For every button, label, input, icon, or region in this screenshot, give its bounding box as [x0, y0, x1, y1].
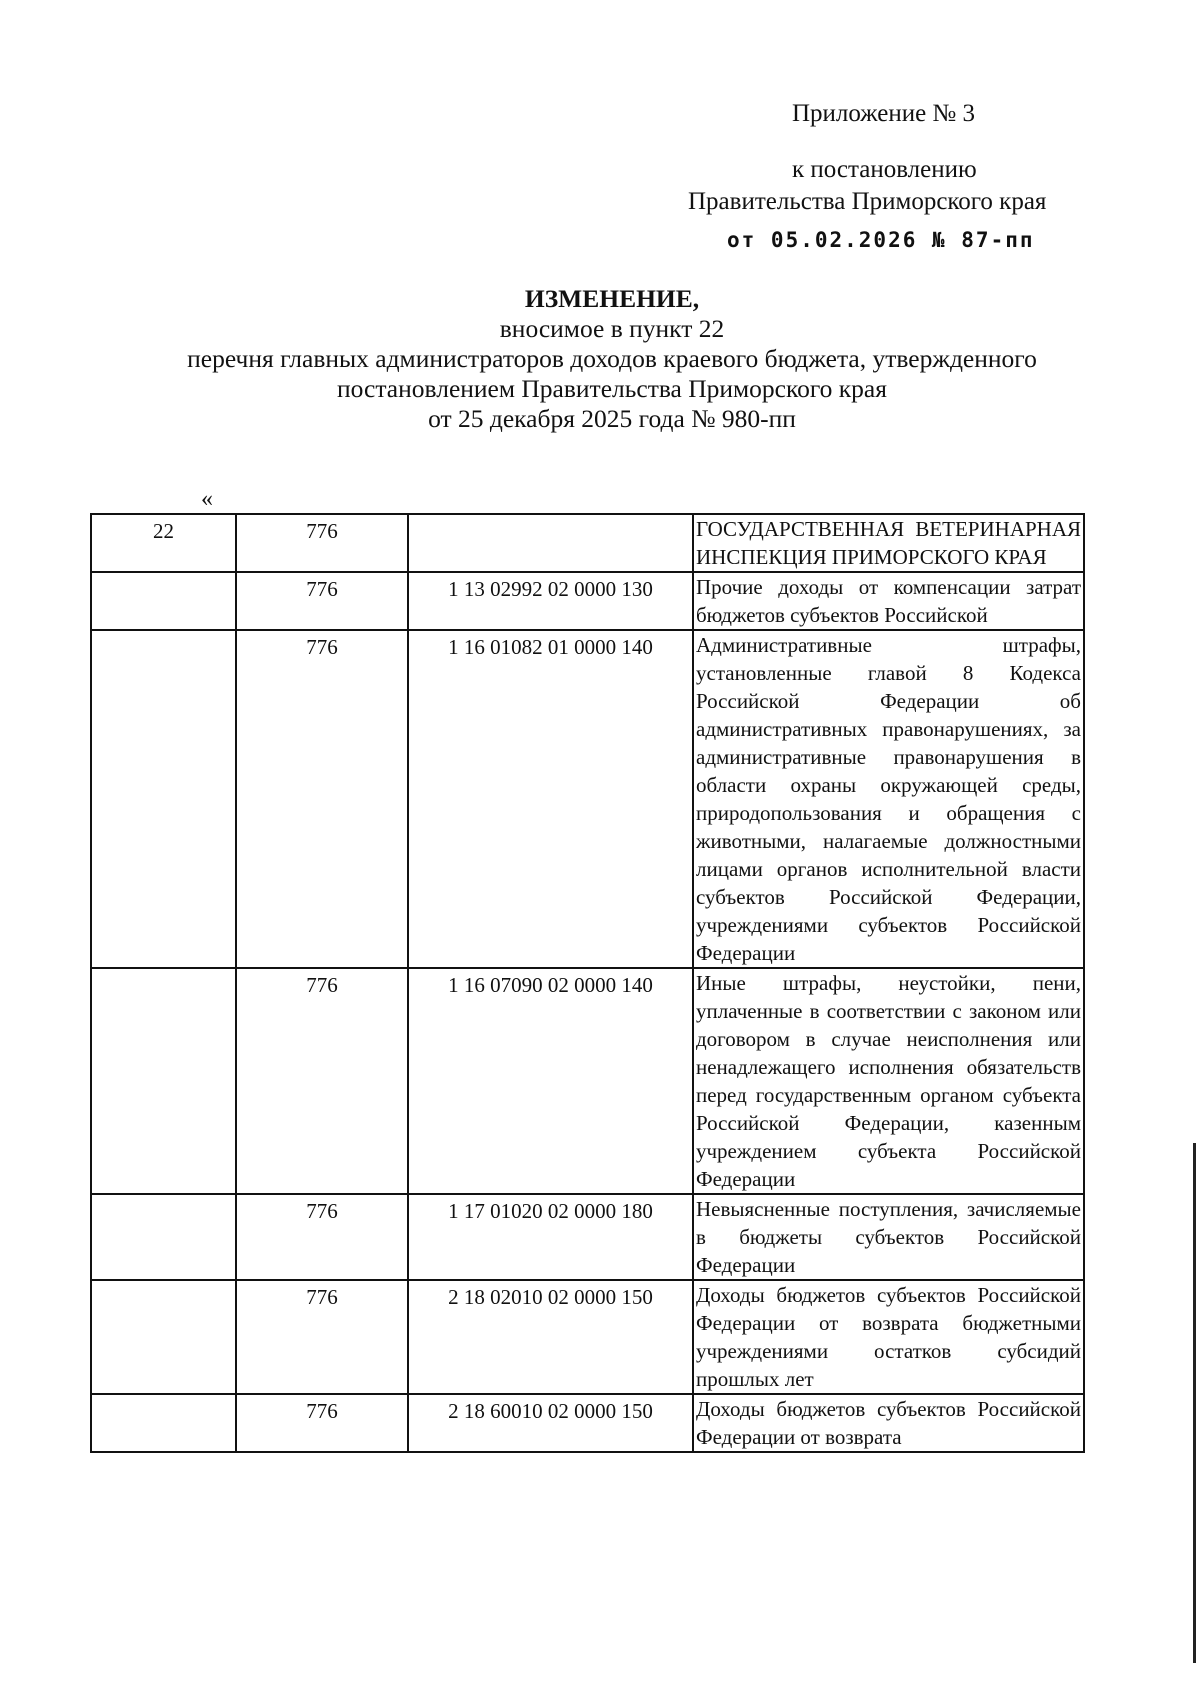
revenue-name-cell: Доходы бюджетов субъектов Российской Федерации от возврата бюджетными учреждениями остатков субсидий прошлых лет	[693, 1280, 1084, 1394]
revenue-name-cell: ГОСУДАРСТВЕННАЯ ВЕТЕРИНАРНАЯ ИНСПЕКЦИЯ ПРИМОРСКОГО КРАЯ	[693, 514, 1084, 572]
table-row	[91, 630, 1084, 968]
table-row	[91, 1394, 1084, 1452]
row-number-cell	[91, 1194, 236, 1280]
revenue-name-cell: Невыясненные поступления, зачисляемые в бюджеты субъектов Российской Федерации	[693, 1194, 1084, 1280]
title-line-2: перечня главных администраторов доходов краевого бюджета, утвержденного	[187, 344, 1037, 373]
revenue-name-cell: Доходы бюджетов субъектов Российской Федерации от возврата	[693, 1394, 1084, 1452]
admin-code-cell: 776	[236, 572, 408, 630]
admin-code-cell: 776	[236, 1394, 408, 1452]
table-row	[91, 1280, 1084, 1394]
admin-code-cell: 776	[236, 514, 408, 572]
revenue-code-cell: 1 13 02992 02 0000 130	[408, 572, 693, 630]
revenue-code-cell: 1 16 07090 02 0000 140	[408, 968, 693, 1194]
scan-edge-line	[1193, 1143, 1196, 1663]
table-row	[91, 968, 1084, 1194]
row-number-cell	[91, 572, 236, 630]
row-number-cell: 22	[91, 514, 236, 572]
row-number-cell	[91, 1280, 236, 1394]
title-line-4: от 25 декабря 2025 года № 980-пп	[428, 404, 796, 433]
table-row	[91, 1194, 1084, 1280]
to-resolution-label: к постановлению	[792, 156, 977, 183]
row-number-cell	[91, 968, 236, 1194]
resolution-date-number: от 05.02.2026 № 87-пп	[727, 228, 1035, 252]
table-row	[91, 572, 1084, 630]
title-heading: ИЗМЕНЕНИЕ,	[524, 284, 700, 313]
row-number-cell	[91, 1394, 236, 1452]
revenue-code-cell: 2 18 60010 02 0000 150	[408, 1394, 693, 1452]
admin-code-cell: 776	[236, 1194, 408, 1280]
admin-code-cell: 776	[236, 1280, 408, 1394]
title-line-1: вносимое в пункт 22	[499, 314, 725, 343]
opening-quote: «	[201, 486, 213, 512]
revenue-code-cell: 1 16 01082 01 0000 140	[408, 630, 693, 968]
title-line-3: постановлением Правительства Приморского края	[337, 374, 887, 403]
document-title	[0, 284, 1200, 434]
row-number-cell	[91, 630, 236, 968]
revenue-code-cell: 2 18 02010 02 0000 150	[408, 1280, 693, 1394]
admin-code-cell: 776	[236, 968, 408, 1194]
revenue-name-cell: Иные штрафы, неустойки, пени, уплаченные в соответствии с законом или договором в случае неисполнения или ненадлежащего исполнения обязательств перед государственным органом субъекта Российской Федерации, казенным учреждением субъекта Российской Федерации	[693, 968, 1084, 1194]
revenue-name-cell: Прочие доходы от компенсации затрат бюджетов субъектов Российской	[693, 572, 1084, 630]
revenue-code-cell	[408, 514, 693, 572]
revenue-administrators-table	[90, 513, 1085, 1453]
revenue-name-cell: Административные штрафы, установленные главой 8 Кодекса Российской Федерации об административных правонарушениях, за административные правонарушения в области охраны окружающей среды, природопользования и обращения с животными, налагаемые должностными лицами органов исполнительной власти субъектов Российской Федерации, учреждениями субъектов Российской Федерации	[693, 630, 1084, 968]
revenue-code-cell: 1 17 01020 02 0000 180	[408, 1194, 693, 1280]
table-row	[91, 514, 1084, 572]
admin-code-cell: 776	[236, 630, 408, 968]
appendix-label: Приложение № 3	[792, 100, 976, 127]
government-label: Правительства Приморского края	[688, 188, 1047, 215]
